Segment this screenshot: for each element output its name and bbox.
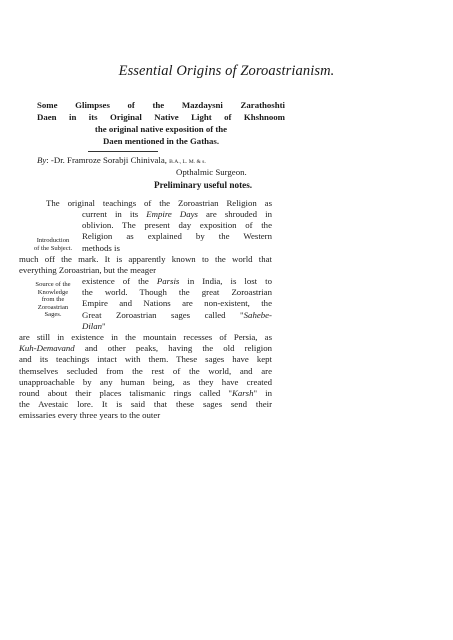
text-run: are shrouded in [197,209,272,219]
document-title: Essential Origins of Zoroastrianism. [118,63,335,79]
text-line: The original teachings of the Zoroastrian Religion as [46,198,272,208]
text-run: " in [253,388,272,399]
subheading-line: the original native exposition of the [94,124,228,134]
text-line: Empire and Nations are non-existent, the [82,298,272,309]
subheading-line: Daen in its Original Native Light of Khshnoom [37,112,285,122]
emphasis: Karsh [231,388,254,399]
text-line [82,310,272,321]
author-credentials: B.A., L. M. & s. [169,159,206,165]
text-line: emissaries every three years to the outer [19,410,161,421]
emphasis: Empire Days [146,209,198,219]
text-run: round about their places talismanic rings called " [19,388,232,399]
text-line: much off the mark. It is apparently known to the world that [19,254,272,264]
paragraph-block [19,254,272,276]
paragraph-line [46,198,272,209]
text-line: and its teachings intact with them. These sages have kept [19,354,272,365]
margin-note-source [30,281,76,319]
subheading-line: Daen mentioned in the Gathas. [102,136,220,146]
text-line: everything Zoroastrian, but the meager [19,265,157,276]
margin-note-line: from the [41,296,65,304]
text-line: oblivion. The present day exposition of the [82,220,272,231]
margin-note-line: Introduction [36,237,70,244]
text-run: existence of the [82,276,157,286]
text-line: themselves secluded from the rest of the world, and are [19,365,272,376]
emphasis: Dilan [82,320,103,331]
emphasis: Sahebe- [243,309,272,320]
paragraph-block [82,276,272,332]
separator-rule [88,151,158,152]
margin-note-line: Sages. [44,311,62,319]
emphasis: Kuh-Demavand [19,343,75,354]
text-line: Religion as explained by the Western [82,231,272,242]
emphasis: Parsis [156,276,180,286]
text-line: methods is [82,242,120,253]
by-label: By [37,155,47,165]
text-run: Great Zoroastrian sages called " [82,309,244,320]
author-role: Opthalmic Surgeon. [176,167,247,177]
text-run: and other peaks, having the old religion [74,343,272,354]
text-line [19,388,272,399]
text-line: the world. Though the great Zoroastrian [82,287,272,298]
margin-note-line: Source of the [35,281,71,288]
text-line [19,343,272,354]
section-heading: Preliminary useful notes. [154,180,253,190]
text-line [82,321,272,332]
text-line [82,209,272,220]
text-line: unapproachable by any human being, as they have created [19,376,272,387]
text-line: are still in existence in the mountain recesses of Persia, as [19,332,272,342]
margin-note-line: of the Subject. [33,244,73,252]
text-run: current in its [82,209,147,219]
author-name: : -Dr. Framroze Sorabji Chinivala, [46,155,170,165]
subheading-line: Some Glimpses of the Mazdaysni Zarathoshti [37,100,285,110]
paragraph-block [82,209,272,254]
paragraph-block [19,332,272,422]
text-run: " [102,320,106,331]
margin-note-line: Zoroastrian [37,303,69,311]
text-line [82,276,272,287]
subheading [37,99,285,147]
text-run: in India, is lost to [179,276,272,286]
margin-note-line: Knowledge [37,288,69,296]
margin-note-introduction [28,237,78,252]
text-line: the Avestaic lore. It is said that these sages send their [19,399,272,410]
